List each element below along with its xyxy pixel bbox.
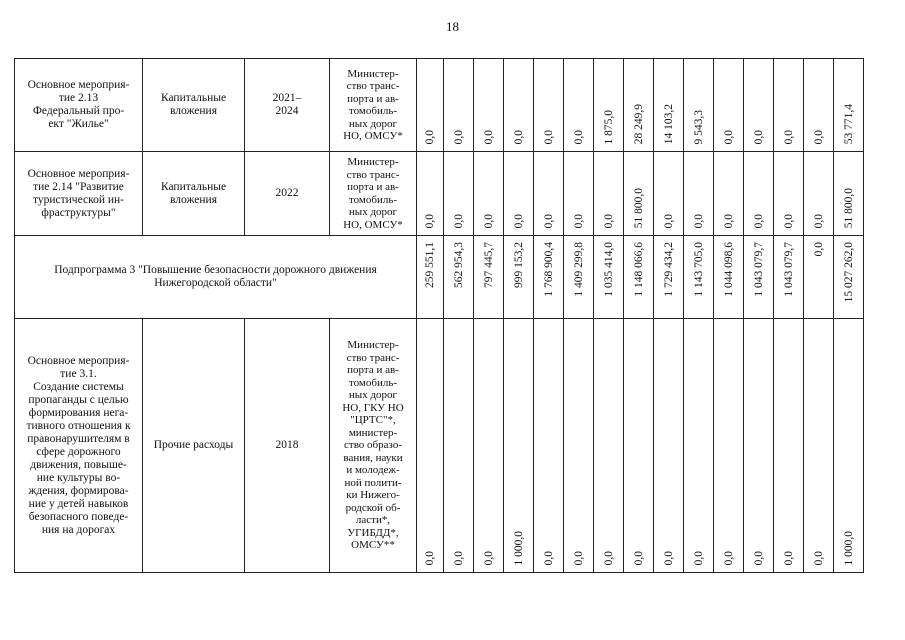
- value-text: 1 409 299,8: [572, 242, 585, 297]
- value-text: 0,0: [482, 213, 495, 228]
- value-text: 0,0: [782, 550, 795, 565]
- value-text: 0,0: [722, 129, 735, 144]
- value-cell: [684, 236, 714, 319]
- value-text: 0,0: [752, 550, 765, 565]
- value-text: 0,0: [812, 242, 825, 257]
- value-text: 0,0: [692, 550, 705, 565]
- value-cell: [624, 152, 654, 236]
- total-value-cell: [834, 319, 864, 573]
- value-cell: [654, 59, 684, 152]
- value-text: 1 148 066,6: [632, 242, 645, 297]
- value-cell: [804, 152, 834, 236]
- value-cell: [774, 152, 804, 236]
- value-cell: [474, 319, 504, 573]
- value-cell: [654, 236, 684, 319]
- value-cell: [474, 59, 504, 152]
- value-text: 0,0: [424, 550, 436, 565]
- value-text: 1 768 900,4: [542, 242, 555, 297]
- total-value-cell: [834, 236, 864, 319]
- value-cell: [714, 319, 744, 573]
- value-text: 0,0: [542, 213, 555, 228]
- value-cell: [774, 59, 804, 152]
- value-cell: [684, 319, 714, 573]
- subprogram-row: [15, 236, 864, 319]
- value-text: 14 103,2: [662, 103, 675, 144]
- value-text: 0,0: [632, 550, 645, 565]
- value-cell: [594, 236, 624, 319]
- value-cell: [744, 319, 774, 573]
- value-text: 0,0: [452, 213, 465, 228]
- value-text: 0,0: [602, 213, 615, 228]
- value-cell: [624, 59, 654, 152]
- value-text: 0,0: [424, 129, 436, 144]
- value-cell: [714, 59, 744, 152]
- value-text: 999 153,2: [512, 242, 525, 288]
- value-cell: [564, 236, 594, 319]
- value-cell: [534, 236, 564, 319]
- value-cell: [417, 319, 444, 573]
- value-cell: [654, 152, 684, 236]
- years: 2022: [245, 152, 330, 236]
- value-text: 1 043 079,7: [752, 242, 765, 297]
- value-cell: [594, 59, 624, 152]
- value-cell: [654, 319, 684, 573]
- value-text: 51 800,0: [842, 187, 855, 228]
- years: 2021– 2024: [245, 59, 330, 152]
- value-text: 1 143 705,0: [692, 242, 705, 297]
- budget-table: [14, 58, 864, 573]
- value-cell: [444, 236, 474, 319]
- cost-type: Прочие расходы: [143, 319, 245, 573]
- value-cell: [474, 236, 504, 319]
- value-cell: [534, 59, 564, 152]
- value-text: 28 249,9: [632, 103, 645, 144]
- value-cell: [624, 319, 654, 573]
- value-text: 0,0: [812, 129, 825, 144]
- value-cell: [534, 152, 564, 236]
- executor: Министер- ство транс- порта и ав- томобиль- ных дорог НО, ГКУ НО "ЦРТС"*, министер- ство образо- вания, науки и молодеж- ной полити- ки Нижего- родской об- ласти*, УГИБДД*, ОМСУ**: [330, 319, 417, 573]
- value-cell: [804, 59, 834, 152]
- value-text: 0,0: [722, 550, 735, 565]
- value-cell: [684, 59, 714, 152]
- value-cell: [624, 236, 654, 319]
- value-text: 1 875,0: [602, 109, 615, 144]
- total-value-cell: [834, 152, 864, 236]
- value-text: 0,0: [752, 129, 765, 144]
- value-cell: [444, 319, 474, 573]
- value-text: 0,0: [812, 550, 825, 565]
- value-cell: [684, 152, 714, 236]
- value-text: 0,0: [662, 213, 675, 228]
- value-cell: [594, 319, 624, 573]
- value-cell: [774, 319, 804, 573]
- value-cell: [504, 59, 534, 152]
- value-cell: [714, 236, 744, 319]
- value-text: 0,0: [782, 129, 795, 144]
- value-cell: [504, 236, 534, 319]
- value-cell: [534, 319, 564, 573]
- value-text: 1 035 414,0: [602, 242, 615, 297]
- value-cell: [774, 236, 804, 319]
- value-text: 562 954,3: [452, 242, 465, 288]
- value-text: 1 044 098,6: [722, 242, 735, 297]
- value-text: 53 771,4: [842, 103, 855, 144]
- value-text: 1 000,0: [512, 530, 525, 565]
- value-cell: [564, 152, 594, 236]
- value-text: 0,0: [424, 213, 436, 228]
- value-text: 0,0: [542, 550, 555, 565]
- value-text: 797 445,7: [482, 242, 495, 288]
- value-cell: [504, 319, 534, 573]
- value-text: 0,0: [662, 550, 675, 565]
- value-text: 0,0: [542, 129, 555, 144]
- value-text: 0,0: [782, 213, 795, 228]
- value-cell: [744, 59, 774, 152]
- value-text: 0,0: [572, 129, 585, 144]
- value-cell: [594, 152, 624, 236]
- value-cell: [804, 319, 834, 573]
- value-cell: [444, 59, 474, 152]
- cost-type: Капитальные вложения: [143, 152, 245, 236]
- value-text: 0,0: [602, 550, 615, 565]
- value-text: 0,0: [482, 129, 495, 144]
- value-cell: [804, 236, 834, 319]
- value-text: 51 800,0: [632, 187, 645, 228]
- subprogram-title: Подпрограмма 3 "Повышение безопасности дорожного движения Нижегородской области": [15, 236, 417, 319]
- value-cell: [744, 152, 774, 236]
- table-row: [15, 59, 864, 152]
- value-cell: [564, 59, 594, 152]
- value-text: 0,0: [452, 550, 465, 565]
- value-cell: [714, 152, 744, 236]
- activity-name: Основное мероприя- тие 3.1. Создание системы пропаганды с целью формирования нега- тивного отношения к правонарушителям в сфере дорожного движения, повыше- ние культуры во- ждения, формирова- ние у детей навыков безопасного поведе- ния на дорогах: [15, 319, 143, 573]
- value-text: 9 543,3: [692, 109, 705, 144]
- value-text: 15 027 262,0: [842, 242, 855, 303]
- activity-name: Основное мероприя- тие 2.13 Федеральный про- ект "Жилье": [15, 59, 143, 152]
- value-text: 1 043 079,7: [782, 242, 795, 297]
- value-text: 1 729 434,2: [662, 242, 675, 297]
- table-row: [15, 319, 864, 573]
- value-text: 0,0: [482, 550, 495, 565]
- executor: Министер- ство транс- порта и ав- томобиль- ных дорог НО, ОМСУ*: [330, 152, 417, 236]
- table-row: [15, 152, 864, 236]
- years: 2018: [245, 319, 330, 573]
- total-value-cell: [834, 59, 864, 152]
- value-cell: [417, 152, 444, 236]
- page-number: 18: [446, 19, 459, 34]
- value-text: 0,0: [812, 213, 825, 228]
- value-cell: [417, 59, 444, 152]
- value-text: 1 000,0: [842, 530, 855, 565]
- value-text: 0,0: [452, 129, 465, 144]
- value-text: 0,0: [692, 213, 705, 228]
- value-text: 0,0: [572, 550, 585, 565]
- value-text: 0,0: [512, 129, 525, 144]
- value-cell: [444, 152, 474, 236]
- value-text: 0,0: [722, 213, 735, 228]
- value-cell: [504, 152, 534, 236]
- value-text: 0,0: [752, 213, 765, 228]
- value-text: 0,0: [512, 213, 525, 228]
- value-cell: [564, 319, 594, 573]
- value-cell: [744, 236, 774, 319]
- value-text: 0,0: [572, 213, 585, 228]
- value-cell: [417, 236, 444, 319]
- cost-type: Капитальные вложения: [143, 59, 245, 152]
- executor: Министер- ство транс- порта и ав- томобиль- ных дорог НО, ОМСУ*: [330, 59, 417, 152]
- value-text: 259 551,1: [424, 242, 436, 288]
- activity-name: Основное мероприя- тие 2.14 "Развитие туристической ин- фраструктуры": [15, 152, 143, 236]
- value-cell: [474, 152, 504, 236]
